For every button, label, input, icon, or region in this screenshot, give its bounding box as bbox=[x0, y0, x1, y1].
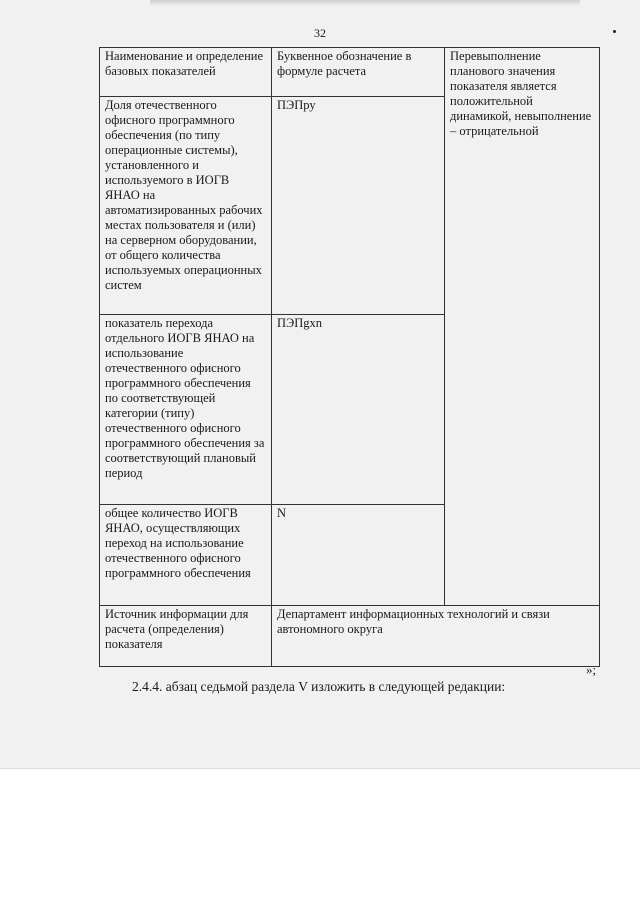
page-number: 32 bbox=[314, 26, 326, 40]
row-name-cell: Доля отечественного офисного программного обеспечения (по типу операционные системы), установленного и используемого в ИОГВ ЯНАО на автоматизированных рабочих местах пользователя и (или) на серверном оборудовании, от общего количества используемых операционных систем bbox=[100, 97, 272, 315]
row-name-cell: показатель перехода отдельного ИОГВ ЯНАО на использование отечественного офисного программного обеспечения по соответствующей категории (типу) отечественного офисного программного обеспечения за соответствующий плановый период bbox=[100, 315, 272, 505]
row-name-cell: общее количество ИОГВ ЯНАО, осуществляющих переход на использование отечественного офисного программного обеспечения bbox=[100, 505, 272, 606]
header-symbol-cell: Буквенное обозначение в формуле расчета bbox=[272, 48, 445, 97]
header-name-cell: Наименование и определение базовых показателей bbox=[100, 48, 272, 97]
next-item-paragraph: 2.4.4. абзац седьмой раздела V изложить в следующей редакции: bbox=[132, 679, 506, 694]
row-symbol-cell: N bbox=[272, 505, 445, 606]
header-dynamics-cell: Перевыполнение планового значения показателя является положительной динамикой, невыполнение – отрицательной bbox=[445, 48, 600, 606]
row-symbol-cell: ПЭПgxn bbox=[272, 315, 445, 505]
table-header-row bbox=[100, 48, 600, 97]
indicator-table bbox=[99, 47, 600, 667]
row-symbol-cell: ПЭПру bbox=[272, 97, 445, 315]
table-source-row bbox=[100, 606, 600, 667]
closing-quote: »; bbox=[586, 662, 597, 677]
scan-shadow bbox=[150, 0, 580, 6]
source-value-cell: Департамент информационных технологий и связи автономного округа bbox=[272, 606, 600, 667]
source-label-cell: Источник информации для расчета (определения) показателя bbox=[100, 606, 272, 667]
